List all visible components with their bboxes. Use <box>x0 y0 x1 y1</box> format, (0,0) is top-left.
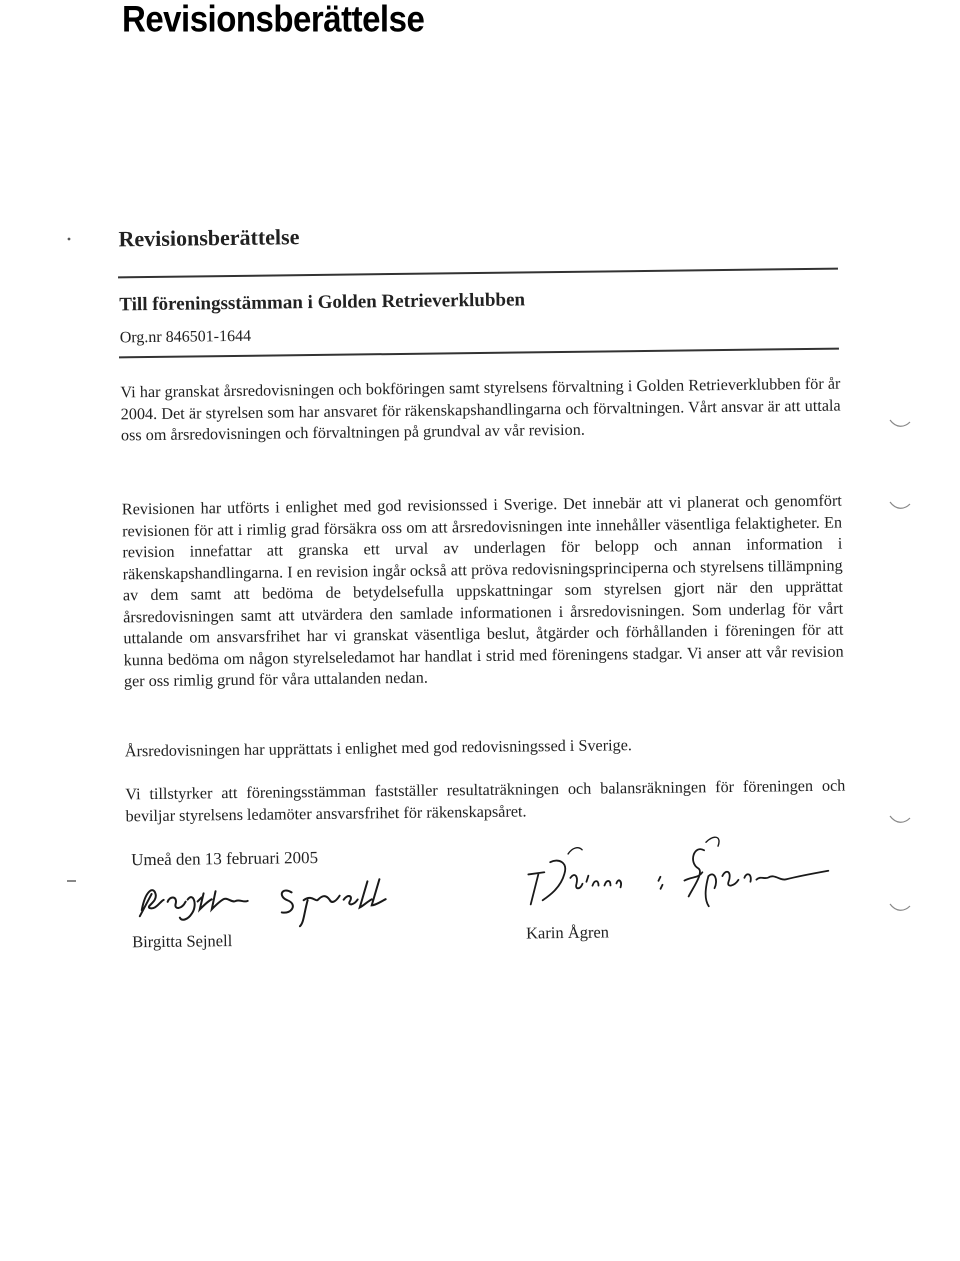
signature-karin <box>508 831 849 915</box>
paragraph-statement: Årsredovisningen har upprättats i enlighet med god redovisningssed i Sverige. <box>124 736 633 761</box>
divider-bottom <box>119 348 839 359</box>
place-date: Umeå den 13 februari 2005 <box>131 847 319 870</box>
scan-mark <box>66 236 72 242</box>
scan-mark <box>888 500 912 512</box>
scan-mark <box>888 902 912 914</box>
document-title: Revisionsberättelse <box>118 224 300 252</box>
paragraph-scope: Vi har granskat årsredovisningen och bokföringen samt styrelsens förvaltning i Golden Retrieverklubben för år 2004. Det är styrelsen som har ansvaret för räkenskapshandlingarna och förvaltningen. Vårt ansvar är att uttala oss om årsredovisningen och förvaltningen på grundval av vår revision. <box>120 374 841 445</box>
page-heading: Revisionsberättelse <box>122 0 425 40</box>
paragraph-recommendation: Vi tillstyrker att föreningsstämman fastställer resultaträkningen och balansräkningen för föreningen och beviljar styrelsens ledamöter ansvarsfrihet för räkenskapsåret. <box>125 776 846 825</box>
signatory-name-birgitta: Birgitta Sejnell <box>132 931 233 952</box>
signature-birgitta <box>131 869 432 933</box>
addressee: Till föreningsstämman i Golden Retrieverklubben <box>119 289 526 316</box>
paragraph-method: Revisionen har utförts i enlighet med god revisionssed i Sverige. Det innebär att vi planerat och genomfört revisionen för att i rimlig grad försäkra oss om att årsredovisningen inte innehåller väsentliga felaktigheter. En revision innefattar att granska ett urval av underlagen för belopp och annan information i räkenskapshandlingarna. I en revision ingår också att pröva redovisningsprinciperna och styrelsens tillämpning av dem samt att bedöma de betydelsefulla uppskattningar som styrelsen gjort när den upprättat årsredovisningen samt att utvärdera den samlade informationen i årsredovisningen. Som underlag för vårt uttalande om ansvarsfrihet har vi granskat väsentliga beslut, åtgärder och förhållanden i föreningen för att kunna bedöma om någon styrelseledamot har handlat i strid med föreningens stadgar. Vi anser att vår revision ger oss rimlig grund för våra uttalanden nedan. <box>121 491 844 691</box>
divider-top <box>118 268 838 279</box>
scan-mark <box>888 418 912 430</box>
org-number: Org.nr 846501-1644 <box>119 327 252 347</box>
scan-mark <box>66 878 78 884</box>
signatory-name-karin: Karin Ågren <box>525 922 610 943</box>
scan-mark <box>888 814 912 826</box>
